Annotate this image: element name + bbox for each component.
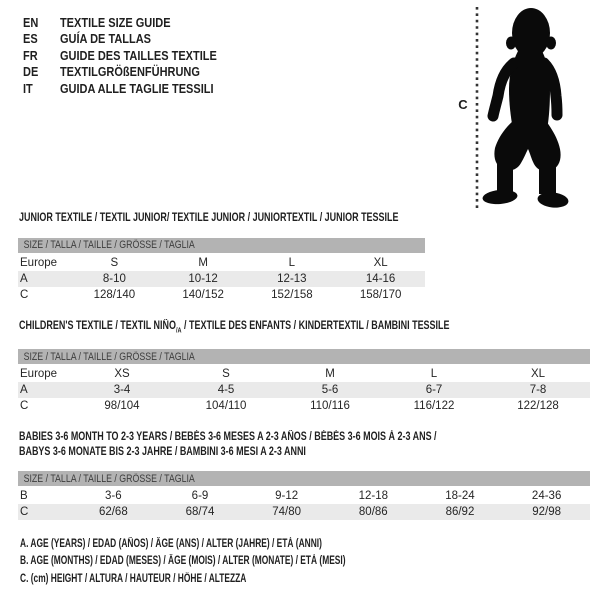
size-cell: 24-36 xyxy=(531,490,562,503)
language-item xyxy=(23,15,217,31)
language-code: FR xyxy=(23,48,38,63)
size-cell: 10-12 xyxy=(188,272,218,285)
size-cell: 18-24 xyxy=(445,490,475,503)
language-label: TEXTILGRÖßENFÜHRUNG xyxy=(59,65,200,80)
table-row xyxy=(18,366,590,382)
size-table xyxy=(18,430,590,520)
baby-silhouette-icon xyxy=(450,4,580,214)
size-cell: M xyxy=(325,368,335,381)
height-measure-label: C xyxy=(458,97,468,112)
table-title-text: BABYS 3-6 MONATE BIS 2-3 JAHRE / BAMBINI 3-6 MESI A 2-3 ANNI xyxy=(19,445,306,458)
table-title xyxy=(19,319,595,338)
row-label: C xyxy=(20,506,29,519)
table-row xyxy=(18,382,590,398)
table-row xyxy=(18,504,590,520)
size-tables-container xyxy=(18,211,590,536)
size-cell: S xyxy=(110,256,119,269)
footnote-line: C. (cm) HEIGHT / ALTURA / HAUTEUR / HÖHE / ALTEZZA xyxy=(20,572,247,585)
size-cell: 6-7 xyxy=(425,384,443,397)
row-label: Europe xyxy=(20,256,58,269)
row-label: A xyxy=(20,384,28,397)
size-header-label: SIZE / TALLA / TAILLE / GRÖSSE / TAGLIA xyxy=(23,472,195,485)
size-cell: 62/68 xyxy=(98,506,128,519)
footnotes xyxy=(20,536,466,588)
size-table xyxy=(18,211,425,303)
size-cell: 3-6 xyxy=(105,490,122,503)
language-item xyxy=(23,31,217,47)
table-title-text: CHILDREN'S TEXTILE / TEXTIL NIÑO xyxy=(19,319,176,332)
table-row xyxy=(18,287,425,303)
size-cell: 104/110 xyxy=(205,400,247,413)
language-item xyxy=(23,64,217,80)
language-code: EN xyxy=(23,16,39,30)
size-cell: 128/140 xyxy=(93,288,136,301)
size-header-bar xyxy=(18,471,590,486)
size-cell: 12-13 xyxy=(277,272,307,285)
size-cell: 68/74 xyxy=(185,506,215,519)
language-label: GUÍA DE TALLAS xyxy=(59,32,152,47)
size-cell: 152/158 xyxy=(271,288,313,301)
size-cell: XL xyxy=(530,368,546,381)
row-label: C xyxy=(20,288,29,301)
size-cell: 92/98 xyxy=(532,506,562,519)
table-title-text: JUNIOR TEXTILE / TEXTIL JUNIOR/ TEXTILE JUNIOR / JUNIORTEXTIL / JUNIOR TESSILE xyxy=(19,212,399,224)
size-cell: 9-12 xyxy=(275,490,299,503)
size-cell: 12-18 xyxy=(358,490,388,503)
language-list xyxy=(23,15,243,97)
language-label: GUIDA ALLE TAGLIE TESSILI xyxy=(59,81,214,96)
size-cell: L xyxy=(288,256,296,269)
size-cell: 116/122 xyxy=(413,400,455,413)
language-label: TEXTILE SIZE GUIDE xyxy=(59,16,171,30)
size-cell: 122/128 xyxy=(517,400,559,413)
size-cell: XL xyxy=(373,256,388,269)
size-cell: L xyxy=(430,368,438,381)
size-cell: 14-16 xyxy=(365,272,396,285)
size-header-label: SIZE / TALLA / TAILLE / GRÖSSE / TAGLIA xyxy=(23,239,195,251)
row-label: A xyxy=(20,272,28,285)
size-header-label: SIZE / TALLA / TAILLE / GRÖSSE / TAGLIA xyxy=(23,350,195,363)
size-cell: 4-5 xyxy=(217,384,235,397)
table-row xyxy=(18,271,425,287)
size-table xyxy=(18,319,590,415)
size-cell: 5-6 xyxy=(321,384,339,397)
size-header-bar xyxy=(18,238,425,253)
size-cell: 98/104 xyxy=(104,400,140,413)
table-title xyxy=(19,430,595,459)
size-grid xyxy=(18,488,590,520)
size-cell: 80/86 xyxy=(358,506,388,519)
language-item xyxy=(23,81,217,97)
size-grid xyxy=(18,255,425,303)
footnote-line: A. AGE (YEARS) / EDAD (AÑOS) / ÂGE (ANS) / ALTER (JAHRE) / ETÀ (ANNI) xyxy=(20,538,322,550)
size-cell: 6-9 xyxy=(191,490,209,503)
table-title-line xyxy=(19,445,595,460)
language-item xyxy=(23,48,217,64)
row-label: Europe xyxy=(20,368,58,381)
height-figure xyxy=(444,0,600,216)
size-cell: 8-10 xyxy=(102,272,126,285)
table-title-line xyxy=(19,211,429,226)
table-title-line xyxy=(19,430,595,445)
table-title-text: /A xyxy=(175,325,182,334)
row-label: C xyxy=(20,400,29,413)
size-cell: 74/80 xyxy=(272,506,302,519)
table-row xyxy=(18,255,425,271)
size-cell: 86/92 xyxy=(445,506,475,519)
baby-silhouette xyxy=(482,8,569,209)
table-row xyxy=(18,488,590,504)
footnote-line: B. AGE (MONTHS) / EDAD (MESES) / ÂGE (MOIS) / ALTER (MONATE) / ETÀ (MESI) xyxy=(20,555,346,568)
size-cell: M xyxy=(198,256,208,269)
table-row xyxy=(18,398,590,414)
table-title xyxy=(19,211,429,226)
table-title-line xyxy=(19,319,595,338)
language-code: IT xyxy=(23,81,33,96)
size-cell: XS xyxy=(114,368,130,381)
language-code: DE xyxy=(23,65,39,80)
size-cell: 7-8 xyxy=(529,384,547,397)
size-cell: 140/152 xyxy=(182,288,224,301)
language-code: ES xyxy=(23,32,38,47)
size-cell: S xyxy=(222,368,230,381)
size-cell: 158/170 xyxy=(359,288,402,301)
size-cell: 3-4 xyxy=(113,384,131,397)
size-cell: 110/116 xyxy=(310,400,350,413)
language-label: GUIDE DES TAILLES TEXTILE xyxy=(59,48,217,63)
table-title-text: BABIES 3-6 MONTH TO 2-3 YEARS / BEBÉS 3-6 MESES A 2-3 AÑOS / BÉBÉS 3-6 MOIS À 2-3 ANS / xyxy=(19,431,437,444)
row-label: B xyxy=(20,490,28,503)
table-title-text: / TEXTILE DES ENFANTS / KINDERTEXTIL / BAMBINI TESSILE xyxy=(181,319,450,332)
size-grid xyxy=(18,366,590,414)
size-header-bar xyxy=(18,349,590,364)
